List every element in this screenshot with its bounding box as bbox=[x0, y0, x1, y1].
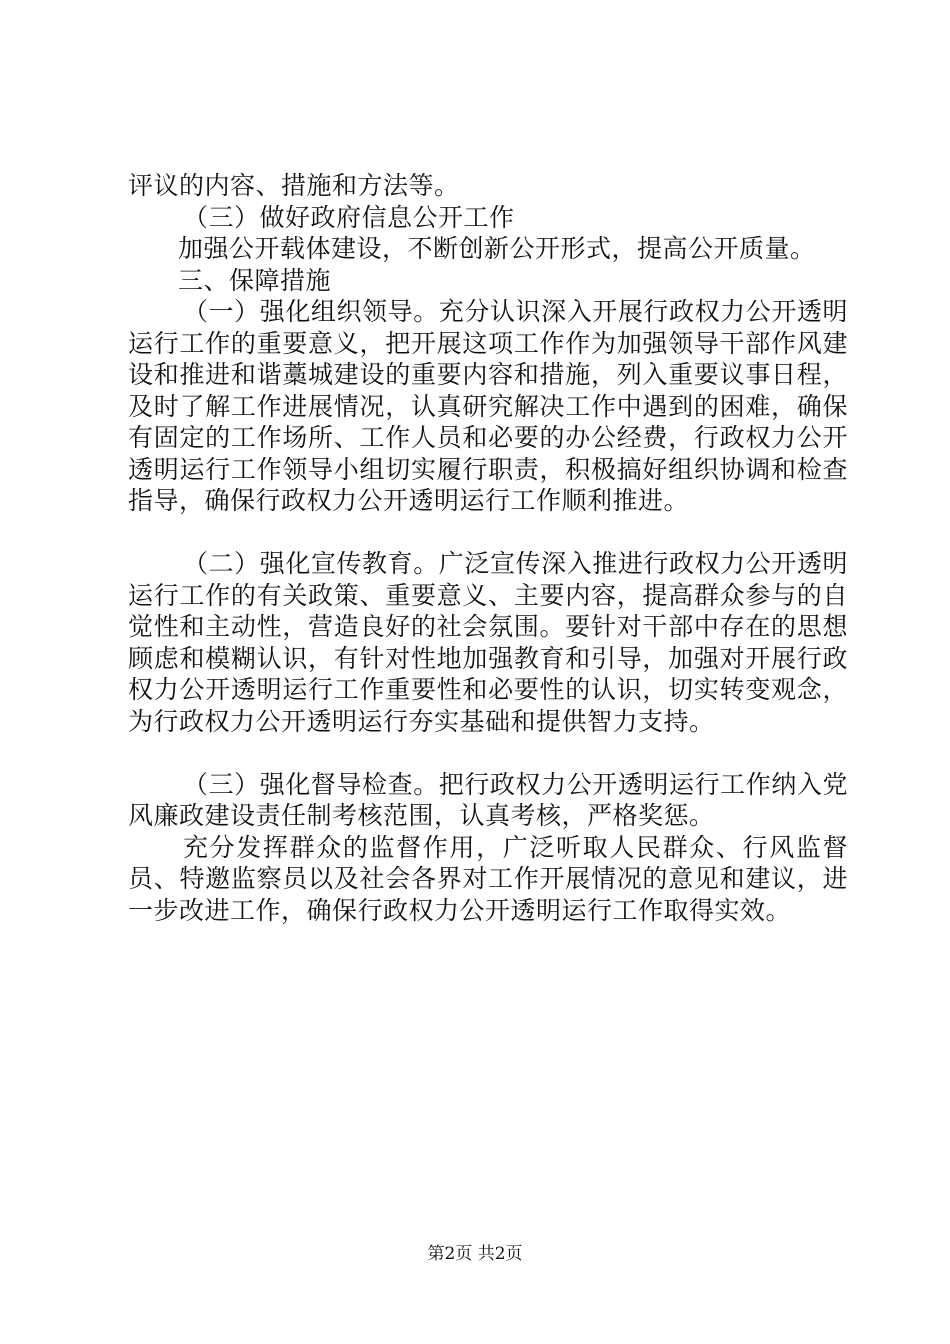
subheading-info-disclosure: （三）做好政府信息公开工作 bbox=[183, 202, 515, 232]
document-body bbox=[128, 170, 848, 926]
paragraph-public-oversight: 充分发挥群众的监督作用，广泛听取人民群众、行风监督员、特邀监察员以及社会各界对工作开展情况的意见和建议，进一步改进工作，确保行政权力公开透明运行工作取得实效。 bbox=[128, 832, 848, 925]
paragraph-disclosure-carrier: 加强公开载体建设，不断创新公开形式，提高公开质量。 bbox=[178, 234, 816, 263]
page-footer bbox=[0, 1243, 950, 1265]
section-heading-safeguards: 三、保障措施 bbox=[178, 265, 332, 295]
paragraph-supervision-inspection: （三）强化督导检查。把行政权力公开透明运行工作纳入党风廉政建设责任制考核范围，认真考核，严格奖惩。 bbox=[128, 769, 848, 830]
paragraph-organization-leadership: （一）强化组织领导。充分认识深入开展行政权力公开透明运行工作的重要意义，把开展这项工作作为加强领导干部作风建设和推进和谐藁城建设的重要内容和措施，列入重要议事日程，及时了解工作进展情况，认真研究解决工作中遇到的困难，确保有固定的工作场所、工作人员和必要的办公经费，行政权力公开透明运行工作领导小组切实履行职责，积极搞好组织协调和检查指导，确保行政权力公开透明运行工作顺利推进。 bbox=[128, 297, 848, 515]
paragraph-publicity-education: （二）强化宣传教育。广泛宣传深入推进行政权力公开透明运行工作的有关政策、重要意义、主要内容，提高群众参与的自觉性和主动性，营造良好的社会氛围。要针对干部中存在的思想顾虑和模糊认识，有针对性地加强教育和引导，加强对开展行政权力公开透明运行工作重要性和必要性的认识，切实转变观念，为行政权力公开透明运行夯实基础和提供智力支持。 bbox=[128, 549, 848, 736]
paragraph-continuation: 评议的内容、措施和方法等。 bbox=[128, 171, 460, 200]
page-number-label: 第2页 共2页 bbox=[427, 1244, 523, 1264]
